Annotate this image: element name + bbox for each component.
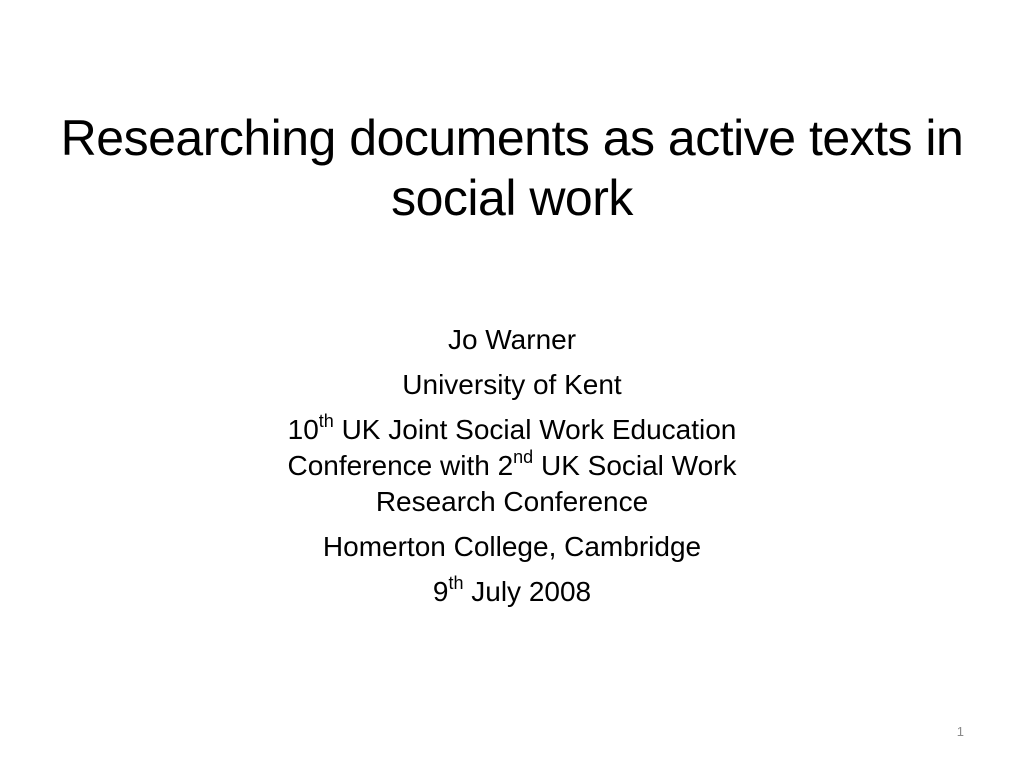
venue: Homerton College, Cambridge	[322, 531, 702, 562]
date-day-suffix: th	[448, 572, 464, 593]
conference-number: 10	[287, 414, 319, 445]
date	[150, 574, 874, 610]
conference-line-1	[150, 412, 874, 448]
date-day: 9	[432, 576, 449, 607]
conference-line-1-rest: UK Joint Social Work Education	[333, 414, 737, 445]
conference-line-2-rest: UK Social Work	[533, 450, 737, 481]
conference-number-suffix: th	[318, 410, 334, 431]
conference-line-3: Research Conference	[375, 486, 649, 517]
date-rest: July 2008	[463, 576, 592, 607]
institution: University of Kent	[402, 369, 622, 400]
conference-name	[150, 412, 874, 520]
page-number: 1	[956, 724, 964, 739]
conference-line-2-suffix: nd	[513, 446, 534, 467]
conference-line-2	[150, 448, 874, 484]
conference-line-2-pre: Conference with 2	[287, 450, 514, 481]
author-name: Jo Warner	[447, 324, 577, 355]
slide-title: Researching documents as active texts in social work	[60, 110, 964, 226]
slide-subtitle	[150, 322, 874, 619]
